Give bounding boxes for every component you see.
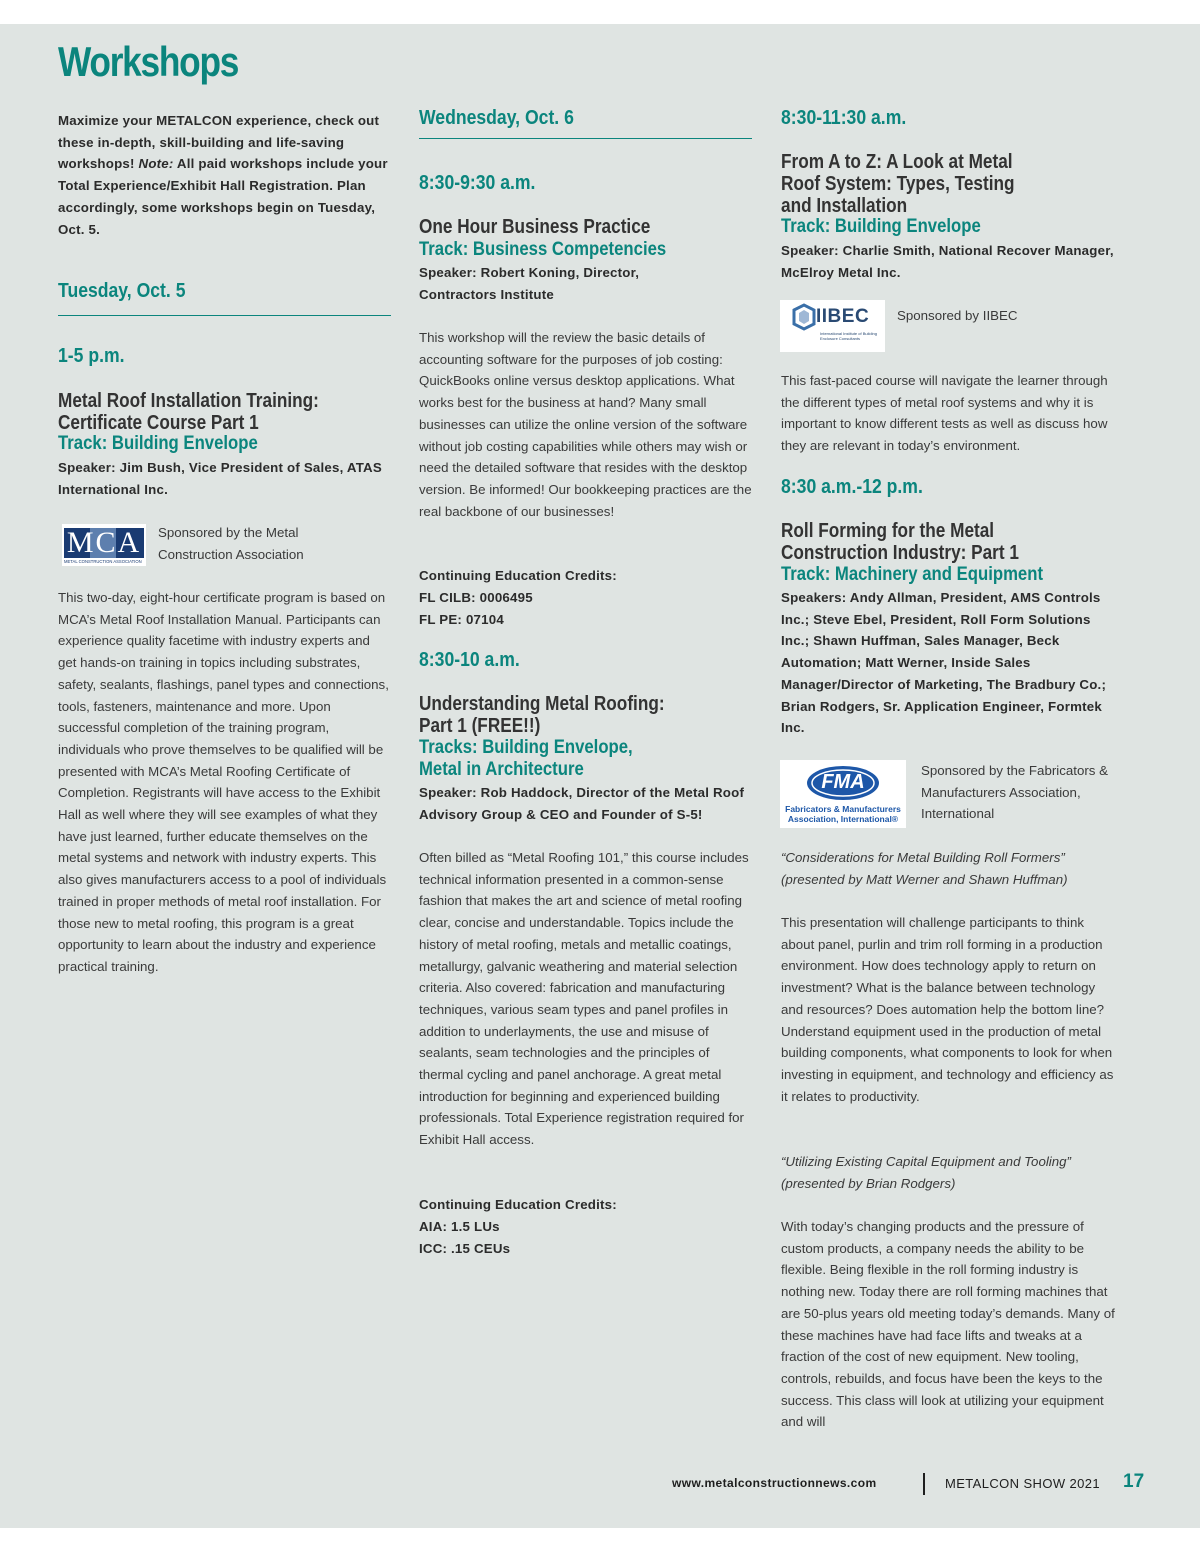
intro-note: Note: bbox=[138, 156, 174, 172]
workshop-description: This workshop will the review the basic details of accounting software for the purposes of job costing: QuickBooks online versus desktop applications. What works best for the business at hand? Many small businesses can utilize the online version of the software without job costing capabilities while others may wish or need the detailed software that resides with the desktop version. Be informed! Our bookkeeping practices are the real backbone of our businesses! bbox=[419, 330, 752, 519]
workshop-track: Track: Building Envelope bbox=[781, 216, 981, 237]
ce-credit-item: FL PE: 07104 bbox=[419, 612, 504, 627]
session-subtitle-quote: “Considerations for Metal Building Roll Formers” (presented by Matt Werner and Shawn Huffman) bbox=[781, 850, 1068, 887]
footer-website: www.metalconstructionnews.com bbox=[672, 1476, 877, 1490]
workshop-description: This fast-paced course will navigate the learner through the different types of metal roof systems and why it is important to know different tests as well as discuss how they are relevant in today’s environment. bbox=[781, 373, 1108, 454]
ce-credit-item: AIA: 1.5 LUs bbox=[419, 1219, 500, 1234]
ce-credits-label: Continuing Education Credits: bbox=[419, 568, 617, 583]
sponsor-text: Sponsored by the Metal Construction Association bbox=[158, 525, 304, 562]
workshop-title: Metal Roof Installation Training: Certificate Course Part 1 bbox=[58, 390, 319, 434]
time-heading: 1-5 p.m. bbox=[58, 345, 125, 367]
iibec-logo-subtext: International Institute of Building Enclosure Consultants bbox=[820, 331, 877, 341]
day-heading-wednesday: Wednesday, Oct. 6 bbox=[419, 107, 574, 129]
ce-credit-item: FL CILB: 0006495 bbox=[419, 590, 533, 605]
page-title: Workshops bbox=[58, 38, 239, 85]
workshop-title: From A to Z: A Look at Metal Roof System: Types, Testing and Installation bbox=[781, 151, 1015, 217]
page-number: 17 bbox=[1123, 1471, 1145, 1492]
footer-publication: METALCON SHOW 2021 bbox=[945, 1476, 1101, 1491]
workshop-track: Track: Building Envelope bbox=[58, 433, 258, 454]
day-rule bbox=[419, 138, 752, 139]
intro-text bbox=[58, 110, 392, 240]
time-heading: 8:30-11:30 a.m. bbox=[781, 107, 907, 129]
workshop-title: Understanding Metal Roofing: Part 1 (FREE!!) bbox=[419, 693, 665, 737]
workshop-speaker: Speaker: Charlie Smith, National Recover Manager, McElroy Metal Inc. bbox=[781, 243, 1114, 280]
workshop-speaker: Speaker: Jim Bush, Vice President of Sales, ATAS International Inc. bbox=[58, 460, 382, 497]
iibec-logo-text: IIBEC bbox=[816, 306, 870, 327]
footer-divider bbox=[923, 1473, 925, 1495]
sponsor-text: Sponsored by the Fabricators & Manufacturers Association, International bbox=[921, 763, 1108, 822]
ce-credit-item: ICC: .15 CEUs bbox=[419, 1241, 511, 1256]
session-subtitle-quote: “Utilizing Existing Capital Equipment and Tooling” (presented by Brian Rodgers) bbox=[781, 1154, 1071, 1191]
intro-part-1: Maximize your METALCON experience, check out these in-depth, skill-building and life-saving workshops! bbox=[58, 113, 380, 172]
time-heading: 8:30-10 a.m. bbox=[419, 649, 520, 671]
ce-credits-label: Continuing Education Credits: bbox=[419, 1197, 617, 1212]
workshop-description: Often billed as “Metal Roofing 101,” this course includes technical information presented in a common-sense fashion that makes the art and science of metal roofing clear, concise and understandable. Topics include the history of metal roofing, metals and metallic coatings, metallurgy, galvanic weathering and material selection criteria. Also covered: fabrication and manufacturing techniques, various seam types and panel profiles in addition to underlayments, the use and misuse of sealants, seam technologies and the principles of thermal cycling and panel anchorage. A great metal introduction for beginning and experienced building professionals. Total Experience registration required for Exhibit Hall access. bbox=[419, 850, 749, 1148]
workshop-title: Roll Forming for the Metal Construction Industry: Part 1 bbox=[781, 520, 1019, 564]
workshop-description: This presentation will challenge participants to think about panel, purlin and trim roll forming in a production environment. How does technology apply to return on investment? What is the balance between technology and resources? Does automation help the bottom line? Understand equipment used in the production of metal building components, what components to look for when investing in equipment, and technology and efficiency as it relates to productivity. bbox=[781, 915, 1114, 1104]
intro-part-2: All paid workshops include your Total Experience/Exhibit Hall Registration. Plan accordingly, some workshops begin on Tuesday, Oct. 5. bbox=[58, 156, 388, 237]
workshop-description: With today’s changing products and the pressure of custom products, a company needs the ability to be flexible. Being flexible in the roll forming industry is nothing new. Today there are roll forming machines that are 50-plus years old meeting today’s demands. Many of these machines have had face lifts and tweaks at a fraction of the cost of new equipment. New tooling, controls, rebuilds, and focus have been the keys to the success. This class will look at utilizing your equipment and will bbox=[781, 1219, 1115, 1430]
day-rule bbox=[58, 315, 391, 316]
mca-logo-subtext: METAL CONSTRUCTION ASSOCIATION bbox=[64, 559, 142, 564]
time-heading: 8:30-9:30 a.m. bbox=[419, 172, 536, 194]
workshop-speaker: Speaker: Rob Haddock, Director of the Metal Roof Advisory Group & CEO and Founder of S-5! bbox=[419, 785, 745, 822]
fma-logo-text: FMA bbox=[821, 771, 865, 793]
workshop-track: Track: Business Competencies bbox=[419, 239, 667, 260]
time-heading: 8:30 a.m.-12 p.m. bbox=[781, 476, 923, 498]
workshop-title: One Hour Business Practice bbox=[419, 216, 651, 238]
workshop-track: Track: Machinery and Equipment bbox=[781, 564, 1044, 585]
workshop-speaker: Speaker: Robert Koning, Director, Contractors Institute bbox=[419, 265, 640, 302]
workshop-speaker: Speakers: Andy Allman, President, AMS Controls Inc.; Steve Ebel, President, Roll Form Solutions Inc.; Shawn Huffman, Sales Manager, Beck Automation; Matt Werner, Inside Sales Manager/Director of Marketing, The Bradbury Co.; Brian Rodgers, Sr. Application Engineer, Formtek Inc. bbox=[781, 590, 1107, 736]
mca-logo-text: MCA bbox=[66, 526, 142, 559]
workshop-description: This two-day, eight-hour certificate program is based on MCA’s Metal Roof Installation Manual. Participants can experience quality facetime with industry experts and get hands-on training in topics including substrates, safety, sealants, flashings, panel types and connections, tools, fasteners, maintenance and more. Upon successful completion of the training program, individuals who prove themselves to be qualified will be presented with MCA’s Metal Roofing Certificate of Completion. Registrants will have access to the Exhibit Hall as well where they will see examples of what they have just learned, further educate themselves on the metal systems and network with industry experts. This also gives manufacturers access to a pool of individuals trained in proper methods of metal roof installation. For those new to metal roofing, this program is a great opportunity to learn about the industry and experience practical training. bbox=[58, 590, 389, 974]
day-heading-tuesday: Tuesday, Oct. 5 bbox=[58, 280, 186, 302]
workshop-track: Tracks: Building Envelope, Metal in Architecture bbox=[419, 737, 633, 780]
iibec-logo bbox=[780, 300, 885, 352]
fma-logo-subtext: Fabricators & Manufacturers Association, International® bbox=[785, 804, 901, 824]
fma-logo bbox=[780, 760, 906, 828]
sponsor-text: Sponsored by IIBEC bbox=[897, 308, 1018, 323]
mca-logo bbox=[62, 524, 146, 566]
